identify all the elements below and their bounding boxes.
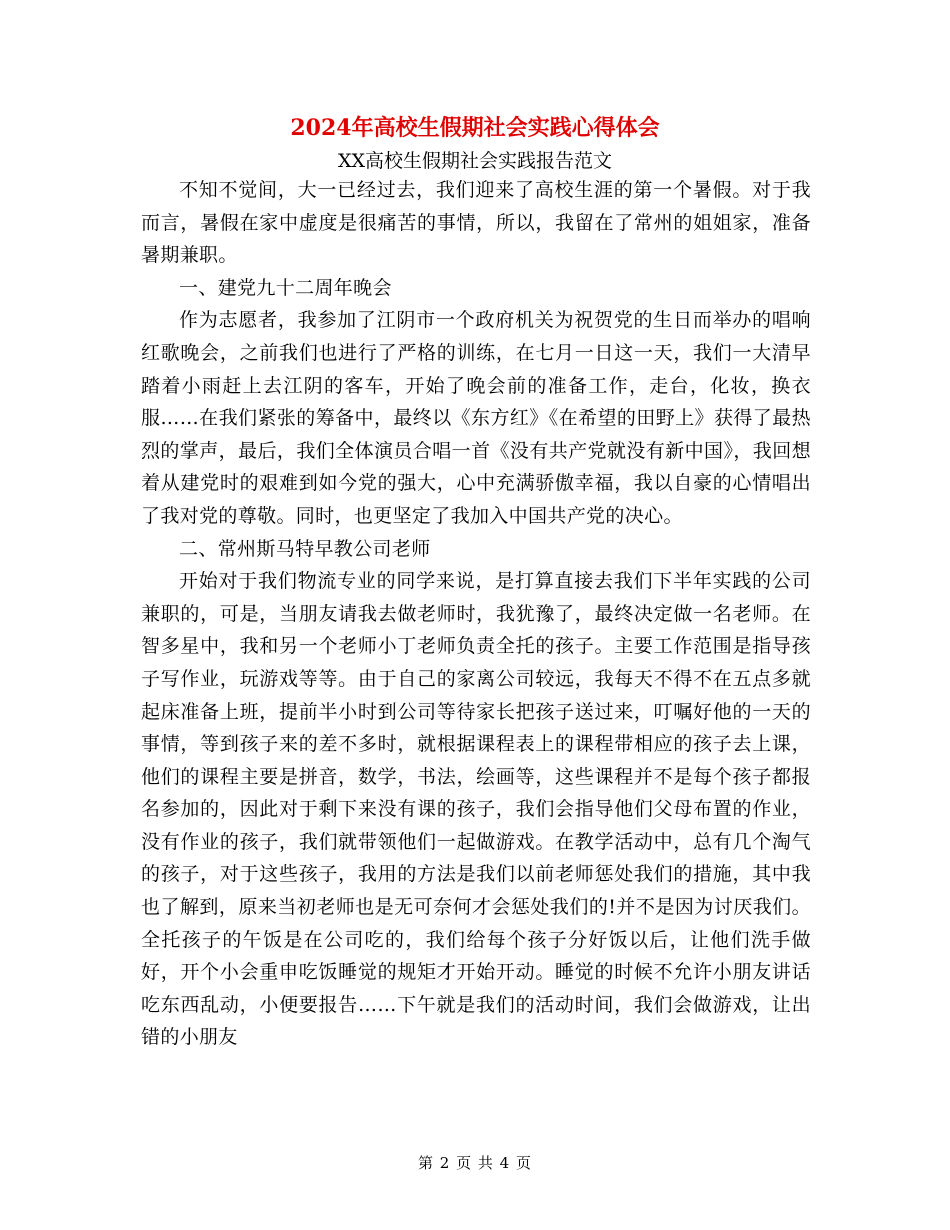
paragraph-section-2: 开始对于我们物流专业的同学来说，是打算直接去我们下半年实践的公司兼职的，可是，当朋友请我去做老师时，我犹豫了，最终决定做一名老师。在智多星中，我和另一个老师小丁老师负责全托的孩子。主要工作范围是指导孩子写作业，玩游戏等等。由于自己的家离公司较远，我每天不得不在五点多就起床准备上班，提前半小时到公司等待家长把孩子送过来，叮嘱好他的一天的事情，等到孩子来的差不多时，就根据课程表上的课程带相应的孩子去上课，他们的课程主要是拼音，数学，书法，绘画等，这些课程并不是每个孩子都报名参加的，因此对于剩下来没有课的孩子，我们会指导他们父母布置的作业，没有作业的孩子，我们就带领他们一起做游戏。在教学活动中，总有几个淘气的孩子，对于这些孩子，我用的方法是我们以前老师惩处我们的措施，其中我也了解到，原来当初老师也是无可奈何才会惩处我们的!并不是因为讨厌我们。全托孩子的午饭是在公司吃的，我们给每个孩子分好饭以后，让他们洗手做好，开个小会重申吃饭睡觉的规矩才开始开动。睡觉的时候不允许小朋友讲话吃东西乱动，小便要报告……下午就是我们的活动时间，我们会做游戏，让出错的小朋友 [141, 570, 811, 1049]
page-footer: 第 2 页 共 4 页 [418, 1154, 532, 1172]
paragraph-section-1: 作为志愿者，我参加了江阴市一个政府机关为祝贺党的生日而举办的唱响红歌晚会，之前我们也进行了严格的训练，在七月一日这一天，我们一大清早踏着小雨赶上去江阴的客车，开始了晚会前的准备工作，走台，化妆，换衣服……在我们紧张的筹备中，最终以《东方红》《在希望的田野上》获得了最热烈的掌声，最后，我们全体演员合唱一首《没有共产党就没有新中国》，我回想着从建党时的艰难到如今党的强大，心中充满骄傲幸福，我以自豪的心情唱出了我对党的尊敬。同时，也更坚定了我加入中国共产党的决心。 [141, 309, 811, 527]
document-subtitle: XX高校生假期社会实践报告范文 [337, 150, 613, 172]
document-title: 2024年高校生假期社会实践心得体会 [290, 115, 660, 141]
document-body [141, 174, 811, 1054]
section-heading-1: 一、建党九十二周年晚会 [179, 276, 392, 299]
paragraph-intro: 不知不觉间，大一已经过去，我们迎来了高校生涯的第一个暑假。对于我而言，暑假在家中虚度是很痛苦的事情，所以，我留在了常州的姐姐家，准备暑期兼职。 [141, 179, 811, 267]
section-heading-2: 二、常州斯马特早教公司老师 [179, 537, 431, 560]
